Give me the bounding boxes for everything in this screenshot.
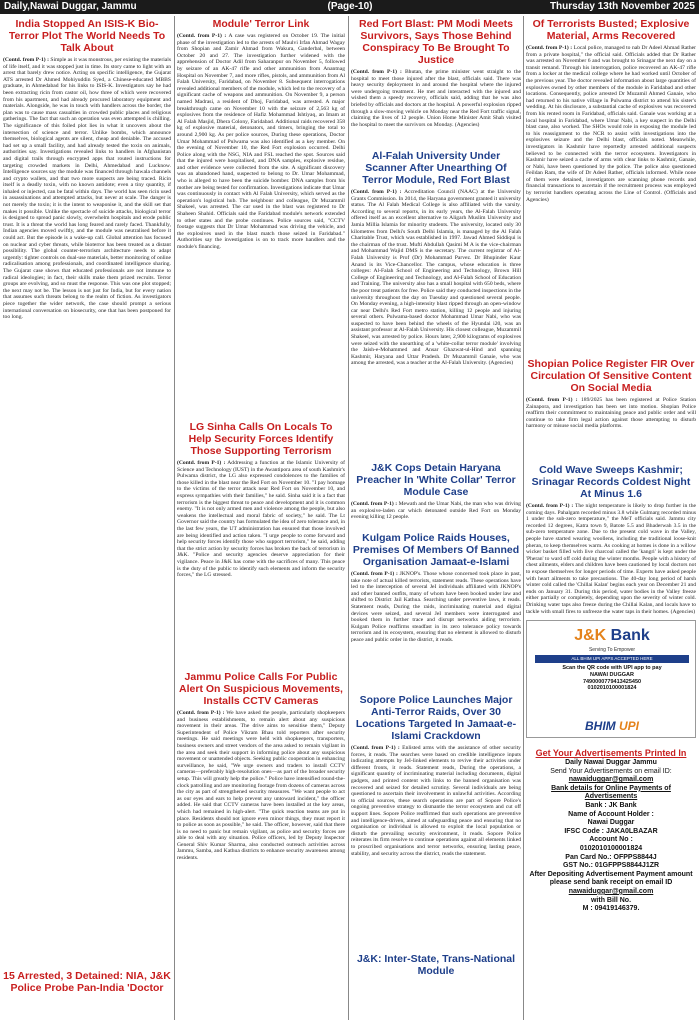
ad-info-line: Account No : bbox=[589, 836, 633, 844]
upi-details bbox=[535, 665, 689, 692]
article-text: Local police, managed to nab Dr Adeel Ahmad Rather from a private hospital," the official said. Officials added that Dr Rather was arrested on November 6 and was brought to Srinagar the next day on a transit remand. Through his interrogation, police recovered an AK-47 rifle from a locker at the medical college where he had worked until October of the previous year. The doctor revealed information about large quantities of explosives owned by other members of the module in Faridabad and other locations. Consequently, police arrested Dr Muzamil Ahmed Ganaie, who had returned to his native village in Pulwama district to attend his sister's wedding. At his disclosure, a substantial cache of explosives was recovered from his rented room in Faridabad, officials said. Ganaie was working at a local hospital in Faridabad, where Umar Nabi, a key suspect in the Delhi blast case, also worked. The SHOs would role in exposing the module led to his reassignment to the NCR to assist with investigations into the explosives seizure and the Delhi blast, officials noted. Meanwhile, investigators in Kashmir have reportedly arrested additional suspects believed to be connected with the terror ecosystem. Investigators in Kashmir have seized a cache of arms with clear links to Kashmir, Ganaie, or Nabi, have been questioned by the police. The police also questioned Feildan Ram, the wife of Dr Adeel Rather, officials informed. While none of them were detained, investigators are scanning phone records and financial transactions to ascertain if the recruitment process was employed by terrorist handlers operating across the Line of Control. (Officials and Agencies) bbox=[526, 45, 696, 203]
ad-info-email[interactable]: nawaiduggar@gmail.com bbox=[568, 776, 654, 784]
masthead bbox=[0, 0, 699, 14]
ad-info-line: 0102010100001824 bbox=[579, 844, 643, 852]
article-lead: (Contd. from P-1) : bbox=[526, 397, 578, 403]
upi-line: NAWAI DUGGAR bbox=[590, 671, 634, 678]
headline-pm-modi: Red Fort Blast: PM Modi Meets Survivors, Says Those Behind Conspiracy To Be Brought To Justice bbox=[358, 18, 513, 66]
logo-text: Bank bbox=[610, 627, 650, 644]
ad-info-line: Bank : JK Bank bbox=[585, 801, 637, 809]
headline-inter-state: J&K: Inter-State, Trans-National Module bbox=[356, 953, 516, 977]
article-bioterror bbox=[3, 57, 171, 967]
headline-nia-probe: 15 Arrested, 3 Detained: NIA, J&K Police Probe Pan-India 'Doctor bbox=[3, 970, 171, 994]
article-lead: (Contd. from P-1) : bbox=[3, 57, 49, 63]
article-lead: (Contd. from P-1) : bbox=[526, 45, 573, 51]
article-text: Enlisted arms with the assistance of other security forces, it reads. The searches were based on credible intelligence inputs indicating attempts by JeI-linked elements to revive their activities under different fronts, it reads. Statement reads, During the operations, a significant quantity of incriminating material including documents, digital gadgets, and printed content with links to the banned organisation was recovered and seized for detailed scrutiny. Several individuals are being questioned to ascertain their involvement in unlawful activities. According to official sources, these search operations are part of Sopore Police's ongoing preventive strategy to dismantle the terror ecosystem and cut off support lines. Sopore Police reaffirmed that such operations are preventive and intelligence-driven, aimed at safeguarding peace and ensuring that no organisation or individual is allowed to exploit the local population or disturb the prevailing security environment, it reads. Sopore Police reiterates its firm resolve to continue operations against all elements linked to proscribed organisations and terror networks, ensuring lasting peace, stability, and security across the district, reads the statement. bbox=[351, 745, 521, 857]
column-divider bbox=[523, 16, 524, 1020]
upi-line: 7490000779413425450 bbox=[582, 678, 642, 685]
ad-info-line: M : 09419146379. bbox=[582, 905, 640, 913]
article-text: Simple as it was monstrous, per existing the materials of life itself, and it was stopped just in time. Its story came to light with an arrest that barely drew notice. Acting on specific intelligence, the Gujarat ATS arrested Dr Ahmed Mohiyuddin Syed, a Chinese-educated MBBS graduate, in Ahmedabad for his links to ISIS-K. Investigators say he had been extracting ricin from castor oil, how three of which were recovered from his apartment, and had already procured laboratory equipment and materials. Alongside, he was in touch with handlers across the border, the plan was to cause mass casualties in crowded public places and religious gatherings. The fact that such an operation was even attempted is chilling. The significance of this foiled plot lies in what it uncovers about the intersection of science and terror. Unlike bombs, which announce themselves, biological agents are silent, cheap and deniable. The accused had set up a small facility, and had already tested the toxin on animals, authorities say. Investigations revealed links to handlers in Afghanistan and digital trails through encrypted apps that routed instructions for targeting crowded markets in Delhi, Ahmedabad and Lucknow. Intelligence sources say the module was financed through hawala channels and crypto wallets, and that two more suspects are being traced. Ricin itself is a deadly toxin, with no known antidote; even a tiny quantity, if inhaled or injected, can be fatal within days. The world has seen ricin used in assassinations and attempted attacks, but never at scale. The danger is not merely the toxin; it is the intent to weaponise it, and the skill set that makes it possible. Unlike the spectacle of suicide attacks, biological terror is designed to spread panic slowly, overwhelm hospitals and erode public trust. It is a threat the world has long feared and rarely faced. Thankfully, Indian agencies moved swiftly, and the module was neutralised before it could act. But the episode is a wake-up call. Global attention has focused on nuclear and cyber threats, while bioterror has been treated as a distant possibility. The global counter-terrorism architecture needs to adapt urgently: tighter controls on dual-use materials, better monitoring of online radicalisation among professionals, and coordinated intelligence sharing. The Gujarat case shows that educated professionals are not immune to radical ideologies; in fact, their skills make them prized recruits. Terror groups are evolving, and so must the response. This was one plot stopped; the next may not be. The lesson is not just for India, but for every nation that assumes such threats belong to the realm of fiction. As investigators piece together the wider network, the case should prompt a serious international conversation on biosecurity, one that has been postponed for too long. bbox=[3, 57, 171, 321]
headline-bioterror: India Stopped An ISIS-K Bio-Terror Plot The World Needs To Talk About bbox=[8, 18, 166, 54]
paper-name: Daily,Nawai Duggar, Jammu bbox=[4, 1, 137, 12]
ad-info-line: Name of Account Holder : bbox=[568, 810, 654, 818]
article-lead: (Contd. from P-1) : bbox=[526, 503, 574, 509]
logo-text: BHIM bbox=[584, 719, 616, 733]
logo-text: UPI bbox=[619, 719, 640, 733]
ad-info-title: Get Your Advertisements Printed In bbox=[535, 748, 687, 758]
article-text: A case was registered on October 19. The initial phase of the investigation led to the arrests of Maulvi Irfan Ahmad Wagay from Shopian and Zamir Ahmad from Wakura, Ganderbal, between October 20 and 27. The investigation further widened with the apprehension of Doctor Adil from Saharanpur on November 5, followed by seizure of an AK-47 rifle and other ammunition from Anantnag Hospital on November 7, and more rifles, pistols, and ammunition from Al Falah University, Faridabad, on November 8. Subsequent interrogations revealed additional members of the module, which led to the recovery of a significant cache of weapons and ammunition. On November 9, a person named Madrasi, a resident of Dhoj, Faridabad, was arrested. A major breakthrough came on November 10 with the seizure of 2,563 kg of explosives from the residence of Hafiz Mohammad Ishtiyaq, an Imam at Al Falah Masjid, Dhera Colony, Faridabad. Additional raids recovered 358 kg of explosive material, detonators, and timers, bringing the total to around 2,900 kg. As per police sources, During these operations, Doctor Umar Mohammad of Pulwama was also identified as a key member. On the evening of November 10, the Red Fort explosion occurred. Delhi Police along with the NSG, NIA and FSL reached the spot. Sources said that the injured were hospitalised, and DNA samples, explosive residue, and other evidence were collected from the site. A significant discovery was an abandoned hand, suspected to belong to Dr. Umar Mohammad, who is alleged to have been the suicide bomber. DNA samples from his mother are being tested for confirmation. Investigations indicate that Umar was continuously in contact with Al Falah University, which served as the operation's logistical hub. The neighbour and colleague, Dr Muzammil Shakeel, was arrested. The car used in the blast was registered to Dr Shaheen Shahid. Officials said the Faridabad module's network extended to other states and the probe continues. Police sources said, "CCTV footage suggests that Dr Umar Mohammad was driving the vehicle, and the explosives used in the blast match those seized in Faridabad." Authorities say the investigation is on to track more handlers and the module's financing. bbox=[177, 33, 345, 250]
headline-module-terror-link: Module' Terror Link bbox=[212, 18, 310, 30]
headline-shopian: Shopian Police Register FIR Over Circulation Of Sensitive Content On Social Media bbox=[527, 358, 695, 394]
article-lead: (Contd. from P-1) : bbox=[351, 571, 398, 577]
article-text: 189/2025 has been registered at Police Station Zainapora, and investigation has been set into motion. Shopian Police reaffirm their commitment to maintaining peace and public order and will continue to take firm legal action against those attempting to disturb harmony or misuse social media platforms. bbox=[526, 397, 696, 430]
column-4 bbox=[526, 16, 696, 616]
headline-haryana-preacher: J&K Cops Detain Haryana Preacher In 'White Collar' Terror Module Case bbox=[356, 462, 516, 498]
column-divider bbox=[174, 16, 175, 1020]
jk-bank-advertisement bbox=[526, 620, 696, 738]
article-cold-wave bbox=[526, 503, 696, 616]
headline-sopore: Sopore Police Launches Major Anti-Terror Raids, Over 30 Locations Targeted In Jamaat-e-Islami Crackdown bbox=[355, 694, 517, 742]
article-lead: (Contd. from P-1) : bbox=[177, 460, 226, 466]
bank-tagline: Serving To Empower bbox=[588, 647, 636, 653]
article-module-terror-link bbox=[177, 33, 345, 418]
article-terrorists-busted bbox=[526, 45, 696, 355]
headline-cold-wave: Cold Wave Sweeps Kashmir; Srinagar Records Coldest Night At Minus 1.6 bbox=[531, 464, 691, 500]
article-text: JKNOP's. Those whose concerned took place in past, take note of actual killed terrorists, statement reads. These operations have led to the interception of several JeI individuals affiliated with JKNOP's and other banned outfits, many of whom have been booked under law and shifted to District Jail Kathua. Searching under preventive laws, it reads. Statement reads, During the raids, incriminating material and digital devices were seized, and several JeI members were interrogated and booked them in further trace and disrupt networks aiding terrorism. Kulgam Police reaffirms steadfast in its zero tolerance policy towards terrorism and its ecosystem, ensuring that no element is allowed to disturb peace and public order in the district, it reads. bbox=[351, 571, 521, 643]
bhim-upi-logo bbox=[527, 719, 697, 733]
column-1 bbox=[3, 16, 171, 1022]
ad-info-line: After Depositing Advertisement Payment amount please send bank receipt on email ID bbox=[529, 870, 693, 887]
article-text: We have asked the people, particularly shopkeepers and business establishments, to remain alert about any suspicious movement in their areas. The drive aims to sensitise them," Deputy Superintendent of Police Vikram Bhau told reporters after security meetings. He said meetings were held with shopkeepers, transporters, business owners and street vendors of the area asked to remain vigilant in the area and seek their support in informing police about any suspicious movement or unattended objects. Seeking public cooperation in enhancing surveillance, he said, "We urge owners and traders to install CCTV cameras—preferably high-resolution ones—as part of the broader security setup. This will greatly help the police." Police have intensified round-the-clock patrolling and are monitoring footage from dozens of cameras across the city as part of strengthened security measures. "We want people to act as our eyes and ears to help prevent any untoward incident," the officer added. He said that CCTV cameras have been installed at the key areas, which had remained in high-alert. "The quick reaction teams are put in place. Residents should not ignore even minor things, they must report it to police as soon as possible," he said. The officer, however, said that there is no need to panic but remain vigilant, as police and security forces are able to deal with any situation. Police officers, led by Deputy Inspector General Shiv Kumar Sharma, also conducted outreach activities across Jammu, Samba, and Kathua districts to enhance security awareness among residents. bbox=[177, 710, 345, 862]
column-2 bbox=[177, 16, 345, 1022]
upi-band: ALL BHIM UPI APPS ACCEPTED HERE bbox=[535, 655, 689, 663]
headline-kulgam: Kulgam Police Raids Houses, Premises Of Members Of Banned Organisation Jamaat-e-Islami bbox=[352, 532, 520, 568]
ad-info-line: Send Your Advertisements on email ID: bbox=[550, 767, 672, 775]
article-text: Mewath and the Umar Nabi, the man who was driving an explosive-laden car which detonated outside Red Fort on Monday evening killing 12 people. bbox=[351, 501, 521, 521]
logo-text: J&K bbox=[574, 627, 607, 644]
issue-date: Thursday 13th November 2025 bbox=[549, 1, 695, 12]
ad-info-email[interactable]: nawaiduggar@gmail.com bbox=[568, 887, 654, 895]
upi-line: 0102010100001824 bbox=[587, 685, 637, 692]
ad-info-line: Bank details for Online Payments of Advertisements bbox=[551, 784, 671, 801]
article-haryana-preacher bbox=[351, 501, 521, 529]
ad-info-line: GST No.: 01GFPPS8844J1ZR bbox=[562, 862, 660, 870]
article-text: Bhutan, the prime minister went straight to the hospital to meet those injured after the blast, officials said. There was heavy security deployment in and around the hospital where the injured were undergoing treatment. He met and interacted with the injured and wished them a speedy recovery, officials said, adding that he was also briefed by officials and doctors at the hospital. A powerful explosion ripped through a slow-moving vehicle on Monday near the Red Fort traffic signal, claiming the lives of 12 people. Union Home Minister Amit Shah visited the hospital to meet the survivors on Monday. (Agencies) bbox=[351, 69, 521, 128]
article-jammu-police bbox=[177, 710, 345, 1010]
ad-info-line: Nawai Duggar bbox=[587, 819, 635, 827]
article-lead: (Contd. from P-1) : bbox=[351, 745, 400, 751]
article-al-falah bbox=[351, 189, 521, 459]
ad-info-line: Pan Card No.: OFPPS8844J bbox=[565, 853, 657, 861]
article-shopian bbox=[526, 397, 696, 461]
article-text: Accreditation Council (NAAC) at the University Grants Commission. In 2014, the Haryana government granted it university status. The Al Falah Medical College is also affiliated with the varsity. According to several reports, in its early years, the Al-Falah University offered itself as an excellent alternative to Aligarh Muslim University and Jamia Millia Islamia for minority students. The university, located only 30 kilometres from Delhi's South Delhi Islamia, is managed by the Al Falah Charitable Trust, which was established in 1997. Jawad Ahmed Siddiqui is the chairman of the trust. Mufti Abdullah Qasimi M A is the vice-chairman and Mohammad Wajid DMS is the secretary. The current registrar of Al-Falah University is Prof (Dr) Mohammad Parvez. Dr Bhupinder Kaur Anand is its Vice-Chancellor. The campus, whose education is three colleges: Al-Falah School of Engineering and Technology, Brown Hill College of Engineering and Technology, and Al-Falah School of Education and Training. The university also has a small hospital with 650 beds, where the poor treat patients for free. Police said they conducted inspections in the university throughout the day on Tuesday and questioned several people. On Monday evening, a high-intensity blast ripped through an open-window car near Delhi's Red Fort metro station, killing 12 people and injuring several others. Pulwama-based doctor Mohammad Umar Nabi, who was suspected to have been behind the wheels of the Hyundai i20, was an assistant professor at Al-Falah University. His closest colleague, Muzammil Shakeel, was arrested by police. Hours later, 2,900 kilograms of explosives were seized with the unearthing of a 'white-collar terror module' involving the Jaish-e-Mohammed and Ansar Ghazwat-ul-Hind and spanning Kashmir, Haryana and Uttar Pradesh. Dr Muzammil Ganaie, who was among the arrested, was a teacher at the Al-Falah University. (Agencies) bbox=[351, 189, 521, 367]
headline-terrorists-busted: Of Terrorists Busted; Explosive Material, Arms Recovered bbox=[532, 18, 690, 42]
article-lead: (Contd. from P-1) : bbox=[351, 69, 402, 75]
ad-info-line: Daily Nawai Duggar Jammu bbox=[565, 759, 657, 766]
article-lead: (Contd. from P-1) : bbox=[351, 501, 398, 507]
article-text: The night temperature is likely to drop further in the coming days. Pahalgam recorded minus 3.8 while Gulmarg recorded minus 1 under the sub-zero temperature," the MeT officials said. Jammu city recorded 12 degrees, Katra town 9, Batote 5.5 and Bhaderwah 3.5 in the sub-zero temperature zone. Due to the present cold wave in the Valley, people have started wearing woollens, including the traditional loose-knit pheran, to keep themselves warm. As cooking at homes is done in a willow wicker basket filled with live charcoal called the 'kangri' is kept under the 'Pheran' to ward off cold during the winter months. People with a history of chest ailments, elders and children have been cautioned by local doctors not to expose themselves for longer periods of time. Experts have asked people with heart ailments to take precautions. The 40-day long period of harsh winter cold called the 'Chillai Kalan' begins each year on December 21 and ends on January 31. During this period, water bodies in the Valley freeze either partially or completely, depending upon the severity of winter cold. Drinking water taps also freeze during the Chillai Kalan, and locals have to tackle with small fires to unfreeze the water taps in their homes. (Agencies) bbox=[526, 503, 696, 615]
column-3 bbox=[351, 16, 521, 1022]
article-pm-modi bbox=[351, 69, 521, 147]
upi-line: Scan the QR code with UPI app to pay bbox=[562, 665, 662, 671]
page-number: (Page-10) bbox=[327, 1, 373, 12]
column-divider bbox=[348, 16, 349, 1020]
article-text: Addressing a function at the Islamic University of Science and Technology (IUST) in the Awantipora area of south Kashmir's Pulwama district, the LG also expressed condolences to the families of those killed in the blast near the Red Fort on November 10. "I pay homage to the victims of the terror attack near Red Fort on November 10, and express sympathies with their families," he said. Sinha said it is a fact that terrorism is the biggest threat to peace and development and it is common enemy. "It is not only armed men and violence among the people, but also weakens the intellectual and moral fabric of society," he said. The Lt Governor said the country has formulated the idea of zero tolerance and, in the last few years, the UT administration has ensured that those involved are being identified and action taken. "I urge people to come forward and help security forces identify those who support terrorism," he said, adding that the strict action by security forces has broken the back of terrorism in J&K. "Police and security agencies deserve appreciation for their vigilance. Peace in J&K has come with the sacrifices of many. This peace is the duty of the public to identify such elements and inform the security forces," the LG stressed. bbox=[177, 460, 345, 579]
headline-lg-sinha: LG Sinha Calls On Locals To Help Security Forces Identify Those Supporting Terrorism bbox=[188, 421, 334, 457]
ad-info-line: IFSC Code : JAKA0LBAZAR bbox=[564, 827, 658, 835]
article-sopore bbox=[351, 745, 521, 950]
article-lg-sinha bbox=[177, 460, 345, 668]
article-lead: (Contd. from P-1) : bbox=[177, 33, 227, 39]
article-lead: (Contd. from P-1) : bbox=[351, 189, 402, 195]
jk-bank-logo bbox=[557, 625, 667, 647]
ad-info-line: with Bill No. bbox=[590, 896, 632, 904]
headline-jammu-police: Jammu Police Calls For Public Alert On Suspicious Movements, Installs CCTV Cameras bbox=[179, 671, 343, 707]
headline-al-falah: Al-Falah University Under Scanner After Unearthing Of Terror Module, Red Fort Blast bbox=[362, 150, 510, 186]
advertisement-info bbox=[526, 748, 696, 1020]
article-lead: (Contd. from P-1) : bbox=[177, 710, 225, 716]
article-kulgam bbox=[351, 571, 521, 691]
